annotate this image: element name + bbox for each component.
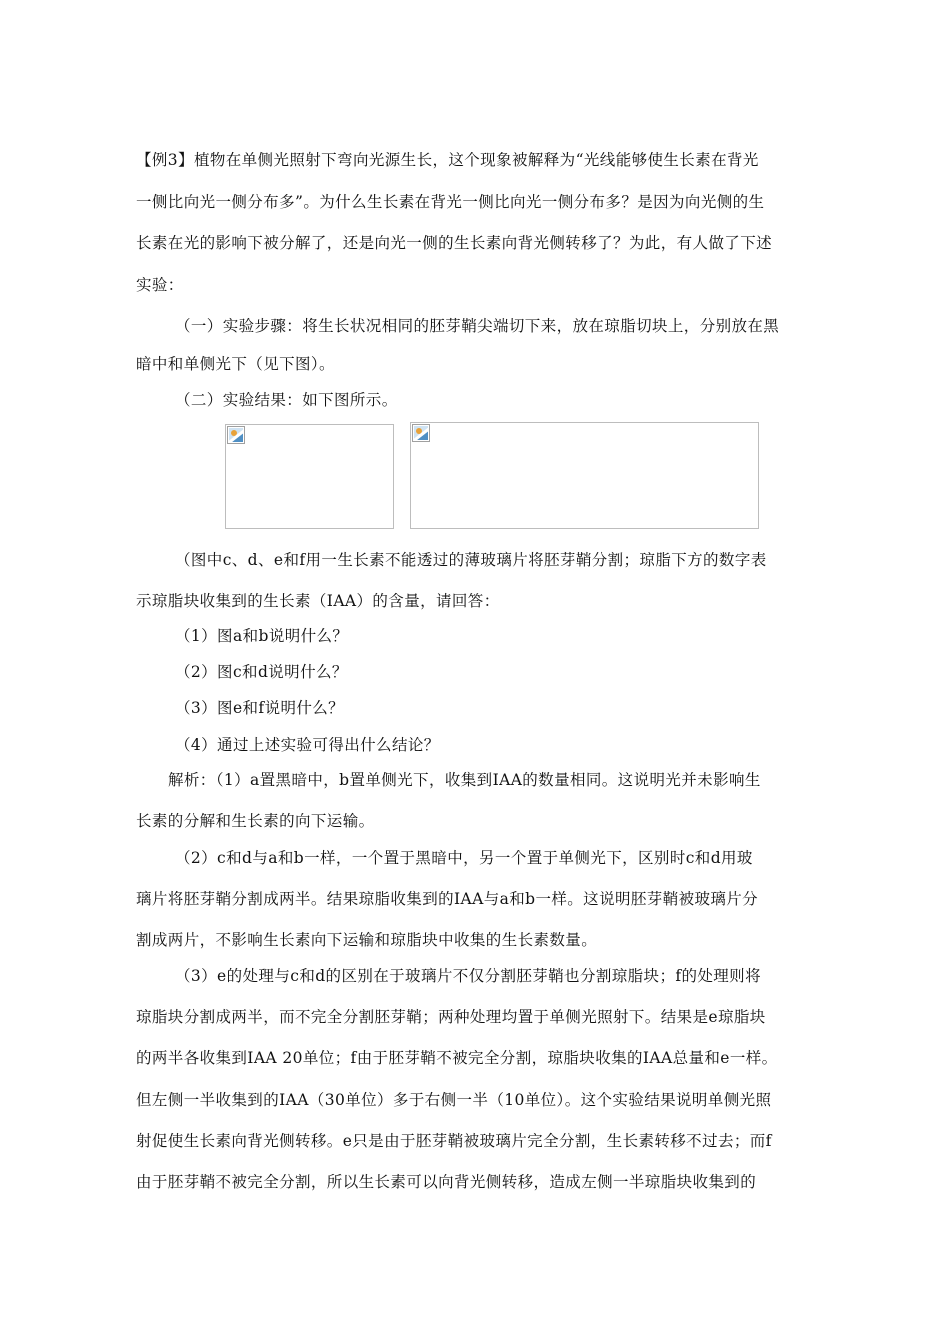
figure-image-right <box>410 422 759 529</box>
analysis-line: 但左侧一半收集到的IAA（30单位）多于右侧一半（10单位）。这个实验结果说明单侧光照 <box>136 1091 772 1109</box>
example-text-line: 实验： <box>136 276 184 294</box>
example-text-line: 长素在光的影响下被分解了，还是向光一侧的生长素向背光侧转移了？为此，有人做了下述 <box>136 234 773 252</box>
analysis-line: 琼脂块分割成两半，而不完全分割胚芽鞘；两种处理均置于单侧光照射下。结果是e琼脂块 <box>136 1008 766 1026</box>
experiment-steps-line: （一）实验步骤：将生长状况相同的胚芽鞘尖端切下来，放在琼脂切块上，分别放在黑 <box>175 317 780 335</box>
question-item: （4）通过上述实验可得出什么结论？ <box>175 736 440 754</box>
broken-image-icon <box>227 426 245 444</box>
analysis-line: （2）c和d与a和b一样，一个置于黑暗中，另一个置于单侧光下，区别时c和d用玻 <box>175 849 753 867</box>
figure-caption-line: 示琼脂块收集到的生长素（IAA）的含量，请回答： <box>136 592 500 610</box>
example-text-line: 【例3】植物在单侧光照射下弯向光源生长，这个现象被解释为“光线能够使生长素在背光 <box>136 151 759 169</box>
analysis-line: 割成两片，不影响生长素向下运输和琼脂块中收集的生长素数量。 <box>136 931 598 949</box>
analysis-line: 的两半各收集到IAA 20单位；f由于胚芽鞘不被完全分割，琼脂块收集的IAA总量和e一样。 <box>136 1049 778 1067</box>
analysis-line: （3）e的处理与c和d的区别在于玻璃片不仅分割胚芽鞘也分割琼脂块；f的处理则将 <box>175 967 761 985</box>
example-text-line: 一侧比向光一侧分布多”。为什么生长素在背光一侧比向光一侧分布多？是因为向光侧的生 <box>136 193 765 211</box>
analysis-line: 长素的分解和生长素的向下运输。 <box>136 812 375 830</box>
question-item: （3）图e和f说明什么？ <box>175 699 345 717</box>
experiment-results-line: （二）实验结果：如下图所示。 <box>175 391 398 409</box>
figure-caption-line: （图中c、d、e和f用一生长素不能透过的薄玻璃片将胚芽鞘分割；琼脂下方的数字表 <box>175 551 767 569</box>
analysis-line: 射促使生长素向背光侧转移。e只是由于胚芽鞘被玻璃片完全分割，生长素转移不过去；而f <box>136 1132 772 1150</box>
question-item: （1）图a和b说明什么？ <box>175 627 349 645</box>
question-item: （2）图c和d说明什么？ <box>175 663 348 681</box>
broken-image-icon <box>412 424 430 442</box>
experiment-steps-line: 暗中和单侧光下（见下图）。 <box>136 355 335 373</box>
analysis-line: 璃片将胚芽鞘分割成两半。结果琼脂收集到的IAA与a和b一样。这说明胚芽鞘被玻璃片分 <box>136 890 759 908</box>
analysis-line: 解析：（1）a置黑暗中，b置单侧光下，收集到IAA的数量相同。这说明光并未影响生 <box>168 771 761 789</box>
analysis-line: 由于胚芽鞘不被完全分割，所以生长素可以向背光侧转移，造成左侧一半琼脂块收集到的 <box>136 1173 757 1191</box>
figure-image-left <box>225 424 394 529</box>
